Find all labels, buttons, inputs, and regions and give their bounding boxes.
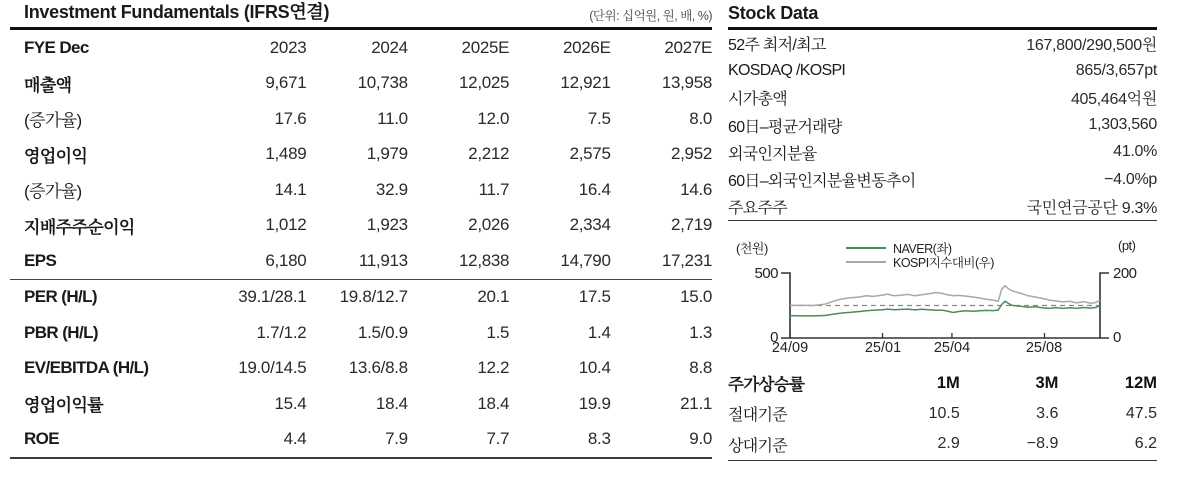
cell-value: 6,180 [265, 250, 307, 270]
row-label: 절대기준 [728, 407, 788, 425]
cell-value: 14,790 [560, 250, 611, 270]
stock-data-section [728, 2, 1157, 221]
cell-value: 2,334 [569, 215, 611, 235]
kospi-relative-line-swatch [846, 261, 886, 263]
row-value: 41.0% [1113, 143, 1157, 161]
row-label: 60日–외국인지분율변동추이 [728, 173, 916, 191]
column-header-fye: FYE Dec [24, 37, 89, 57]
chart-legend [846, 241, 994, 269]
cell-value: 2.9 [937, 435, 960, 453]
row-label: 매출액 [24, 75, 72, 95]
row-value: 865/3,657pt [1075, 61, 1157, 79]
row-value: 1,303,560 [1088, 116, 1157, 134]
row-label: 외국인지분율 [728, 145, 817, 163]
row-value: 167,800/290,500원 [1026, 37, 1157, 55]
cell-value: 10.5 [928, 404, 960, 422]
x-tick-label: 25/08 [1025, 340, 1063, 356]
fundamentals-title: Investment Fundamentals (IFRS연결) [24, 2, 330, 22]
right-axis-max-tick: 200 [1113, 265, 1137, 282]
table-row-op-margin [10, 386, 712, 422]
cell-value: 20.1 [477, 287, 510, 307]
cell-value: 2,719 [670, 215, 713, 235]
cell-value: 12,025 [459, 73, 510, 93]
stock-data-header [728, 2, 1157, 30]
cell-value: 14.6 [680, 179, 713, 199]
cell-value: 13,958 [661, 73, 713, 93]
cell-value: 1.3 [689, 322, 713, 342]
column-header-2024: 2024 [371, 37, 408, 57]
row-label: 52주 최저/최고 [728, 37, 826, 55]
table-row-roe [10, 422, 712, 458]
column-header-1m: 1M [936, 373, 960, 392]
investment-fundamentals-section [10, 2, 712, 459]
fundamentals-table [10, 30, 712, 459]
cell-value: 1.4 [587, 322, 611, 342]
cell-value: 2,575 [569, 144, 611, 164]
cell-value: 7.7 [486, 429, 510, 449]
row-label: (증가율) [24, 111, 82, 131]
cell-value: 39.1/28.1 [238, 287, 307, 307]
cell-value: 3.6 [1036, 404, 1059, 422]
cell-value: 12.0 [477, 108, 510, 128]
fundamentals-header [10, 2, 712, 30]
row-label: EPS [24, 250, 57, 270]
right-axis [1100, 273, 1109, 338]
row-label: 영업이익률 [24, 396, 104, 416]
cell-value: 17,231 [661, 250, 713, 270]
table-header-row [10, 30, 712, 66]
stock-row-major-shareholder [728, 193, 1157, 220]
right-axis-min-tick: 0 [1113, 329, 1121, 346]
cell-value: 8.0 [689, 108, 713, 128]
cell-value: 19.0/14.5 [238, 358, 307, 378]
row-value: 국민연금공단 9.3% [1026, 200, 1157, 218]
naver-line-swatch [846, 247, 886, 249]
x-tick-label: 25/04 [933, 340, 971, 356]
cell-value: 2,026 [468, 215, 510, 235]
cell-value: 7.5 [587, 108, 611, 128]
stock-row-index-levels [728, 57, 1157, 84]
cell-value: 1,923 [366, 215, 408, 235]
left-axis-min-tick: 0 [770, 329, 778, 346]
cell-value: 18.4 [375, 393, 408, 413]
cell-value: 11.7 [478, 179, 510, 199]
row-label: PBR (H/L) [24, 322, 98, 342]
cell-value: 32.9 [375, 179, 408, 199]
x-tick-label: 24/09 [771, 340, 809, 356]
cell-value: 9.0 [689, 429, 713, 449]
cell-value: 2,952 [670, 144, 713, 164]
performance-row-relative [728, 429, 1157, 460]
row-label: 주요주주 [728, 200, 788, 218]
cell-value: 1.5/0.9 [357, 322, 408, 342]
table-row-op-growth [10, 172, 712, 208]
cell-value: 2,212 [468, 144, 510, 164]
cell-value: 47.5 [1125, 404, 1158, 422]
table-row-operating-profit [10, 137, 712, 173]
price-performance-table [728, 368, 1157, 461]
cell-value: 19.9 [578, 393, 611, 413]
cell-value: 1,979 [366, 144, 408, 164]
cell-value: 17.6 [274, 108, 307, 128]
legend-item-kospi-relative [846, 255, 994, 269]
fundamentals-units-note: (단위: 십억원, 원, 배, %) [589, 9, 712, 23]
cell-value: 12,838 [459, 250, 510, 270]
x-tick-label: 25/01 [864, 340, 902, 356]
stock-data-title: Stock Data [728, 3, 819, 23]
table-row-eps [10, 243, 712, 279]
cell-value: 1.7/1.2 [256, 322, 307, 342]
performance-title: 주가상승률 [728, 376, 805, 395]
cell-value: 1,012 [265, 215, 307, 235]
table-row-per [10, 280, 712, 316]
column-header-12m: 12M [1124, 373, 1158, 392]
price-chart [728, 236, 1157, 366]
cell-value: 17.5 [578, 287, 611, 307]
cell-value: 10.4 [578, 358, 611, 378]
row-label: PER (H/L) [24, 287, 97, 307]
cell-value: 14.1 [274, 179, 307, 199]
table-row-pbr [10, 315, 712, 351]
row-label: EV/EBITDA (H/L) [24, 358, 149, 378]
cell-value: 10,738 [357, 73, 408, 93]
cell-value: 9,671 [265, 73, 307, 93]
column-header-2026e: 2026E [562, 37, 611, 57]
legend-label: NAVER(좌) [893, 242, 952, 256]
row-label: 영업이익 [24, 146, 88, 166]
stock-data-table [728, 30, 1157, 221]
row-label: 60日–평균거래량 [728, 118, 842, 136]
row-label: ROE [24, 429, 60, 449]
NAVER(좌)-line [790, 301, 1100, 316]
KOSPI지수대비(우)-line [790, 286, 1100, 306]
row-value: −4.0%p [1104, 170, 1157, 188]
cell-value: 8.3 [587, 429, 611, 449]
stock-row-foreign-ownership [728, 139, 1157, 166]
row-label: 시가총액 [728, 91, 788, 109]
column-header-2027e: 2027E [664, 37, 713, 57]
cell-value: 1.5 [486, 322, 510, 342]
price-performance-section [728, 368, 1157, 461]
table-row-revenue [10, 66, 712, 102]
performance-header-row [728, 368, 1157, 399]
cell-value: 15.4 [274, 393, 307, 413]
stock-row-foreign-ownership-change [728, 166, 1157, 193]
legend-label: KOSPI지수대비(우) [893, 256, 994, 270]
cell-value: 11.0 [377, 108, 408, 128]
cell-value: 12,921 [560, 73, 611, 93]
cell-value: 4.4 [283, 429, 307, 449]
stock-row-market-cap [728, 84, 1157, 111]
cell-value: 6.2 [1134, 435, 1158, 453]
cell-value: 1,489 [265, 144, 307, 164]
cell-value: 21.1 [680, 393, 713, 413]
row-value: 405,464억원 [1070, 91, 1157, 109]
column-header-2025e: 2025E [461, 37, 510, 57]
performance-row-absolute [728, 399, 1157, 430]
table-row-net-profit [10, 208, 712, 244]
row-label: 지배주주순이익 [24, 217, 135, 237]
cell-value: 16.4 [578, 179, 611, 199]
row-label: KOSDAQ /KOSPI [728, 61, 846, 79]
table-row-revenue-growth [10, 101, 712, 137]
left-axis [781, 273, 790, 338]
column-header-3m: 3M [1035, 373, 1059, 392]
table-row-ev-ebitda [10, 351, 712, 387]
right-axis-unit: (pt) [1118, 238, 1136, 253]
cell-value: 7.9 [385, 429, 408, 449]
cell-value: 11,913 [358, 250, 408, 270]
column-header-2023: 2023 [269, 37, 307, 57]
left-axis-max-tick: 500 [754, 265, 778, 282]
cell-value: 19.8/12.7 [339, 287, 408, 307]
left-axis-unit: (천원) [736, 241, 768, 256]
cell-value: 8.8 [689, 358, 713, 378]
cell-value: 18.4 [477, 393, 510, 413]
row-label: 상대기준 [728, 437, 788, 455]
row-label: (증가율) [24, 182, 82, 202]
cell-value: −8.9 [1026, 435, 1059, 453]
cell-value: 13.6/8.8 [348, 358, 408, 378]
stock-row-avg-volume [728, 112, 1157, 139]
cell-value: 12.2 [477, 358, 510, 378]
cell-value: 15.0 [680, 287, 713, 307]
stock-row-52w-range [728, 30, 1157, 57]
